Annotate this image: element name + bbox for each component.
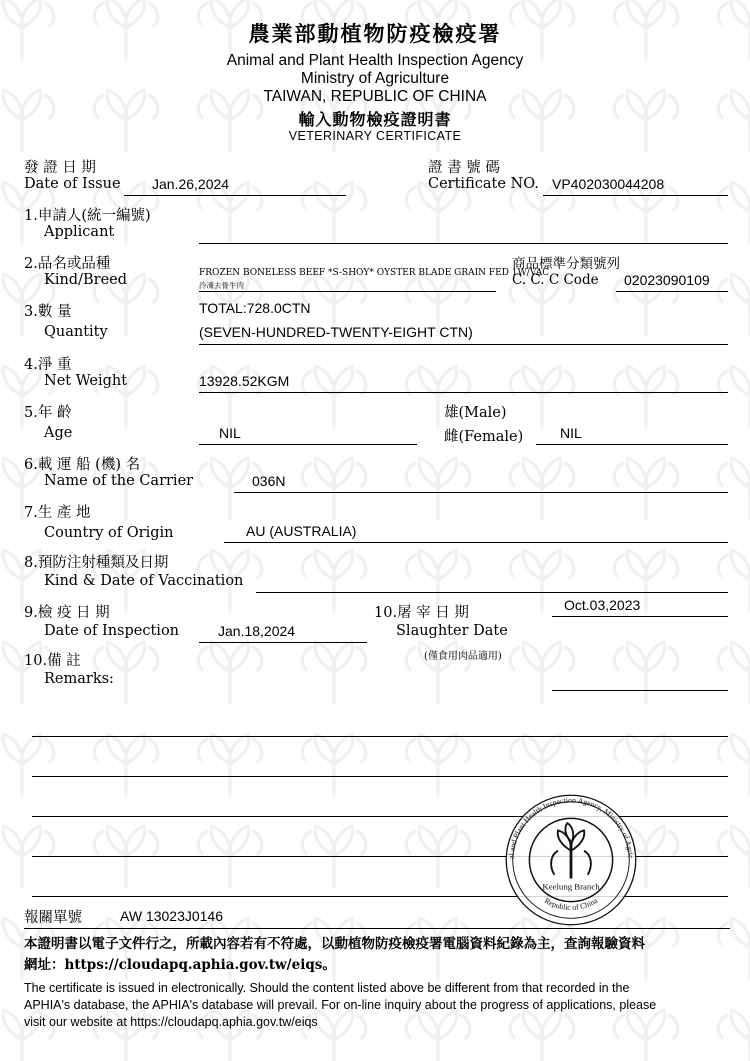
quantity-value-line1: TOTAL:728.0CTN: [199, 300, 311, 317]
age-label-en: Age: [44, 425, 73, 442]
inspection-label-cn-text: 檢 疫 日 期: [37, 605, 110, 622]
age-label-cn-text: 年 齡: [37, 405, 72, 422]
quantity-rule: [199, 344, 728, 345]
issue-date-value: Jan.26,2024: [152, 176, 230, 193]
svg-text:Animal and Plant Health Inspec: al and Plant Health Inspection Agency, Ministry of Agric: [506, 795, 636, 860]
remarks-label-en: Remarks:: [44, 671, 114, 688]
net-weight-number: 4.: [24, 357, 38, 374]
kind-breed-value-cn: 冷凍去骨牛肉: [199, 281, 244, 291]
age-rule: [199, 444, 417, 445]
issue-date-rule: [124, 195, 346, 196]
slaughter-label-en: Slaughter Date: [396, 623, 508, 640]
carrier-label-cn: [24, 453, 140, 474]
origin-value: AU (AUSTRALIA): [246, 523, 357, 540]
official-seal: [497, 786, 645, 934]
blank-rule-2: [32, 776, 728, 777]
applicant-label-cn-text: 申請人(統一編號): [37, 208, 151, 225]
carrier-rule: [234, 492, 728, 493]
slaughter-value: Oct.03,2023: [564, 597, 641, 614]
quantity-label-en: Quantity: [44, 324, 108, 341]
carrier-number: 6.: [24, 457, 38, 474]
kind-breed-value-en: FROZEN BONELESS BEEF *S-SHOY* OYSTER BLADE GRAIN FED 1W/VAC: [199, 268, 550, 279]
footer-en-line3: visit our website at https://cloudapq.aphia.gov.tw/eiqs: [24, 1014, 318, 1029]
origin-label-cn: [24, 501, 91, 522]
inspection-number: 9.: [24, 605, 38, 622]
certificate-no-label-en: Certificate NO.: [428, 176, 539, 193]
certificate-title-en: VETERINARY CERTIFICATE: [288, 129, 462, 144]
agency-name-cn: 農業部動植物防疫檢疫署: [248, 21, 502, 46]
vaccination-label-en: Kind & Date of Vaccination: [44, 573, 244, 590]
ccc-code-label-en: C. C. C Code: [512, 272, 599, 289]
age-female-value: NIL: [560, 425, 582, 442]
vaccination-number: 8.: [24, 555, 38, 572]
slaughter-label-cn: [374, 601, 469, 622]
age-female-rule: [536, 444, 728, 445]
certificate-no-rule: [543, 195, 728, 196]
quantity-value-line2: (SEVEN-HUNDRED-TWENTY-EIGHT CTN): [199, 324, 473, 341]
carrier-value: 036N: [252, 473, 286, 490]
ccc-code-rule: [616, 291, 728, 292]
origin-rule: [224, 542, 728, 543]
certificate-header: [0, 0, 750, 144]
vaccination-rule: [256, 592, 728, 593]
ministry-name-en: Ministry of Agriculture: [300, 70, 450, 88]
kind-breed-label-cn: [24, 252, 110, 273]
inspection-rule: [199, 642, 367, 643]
remarks-label-cn-text: 備 註: [47, 653, 81, 670]
agency-name-en: Animal and Plant Health Inspection Agency: [226, 51, 524, 69]
quantity-label-cn: [24, 300, 71, 321]
age-label-cn: [24, 401, 71, 422]
blank-rule-1: [32, 736, 728, 737]
age-number: 5.: [24, 405, 38, 422]
footer-cn-line1: 本證明書以電子文件行之，所載內容若有不符處，以動植物防疫檢疫署電腦資料紀錄為主，查詢報驗資料: [24, 936, 645, 952]
net-weight-label-cn-text: 淨 重: [37, 357, 72, 374]
certificate-title-cn: 輸入動物檢疫證明書: [298, 109, 452, 129]
ccc-code-label-cn: 商品標準分類號列: [512, 256, 620, 273]
carrier-label-cn-text: 載 運 船 (機) 名: [37, 457, 141, 474]
age-value: NIL: [219, 425, 241, 442]
remarks-label-cn: [24, 649, 81, 670]
certificate-no-label-cn: 證 書 號 碼: [428, 160, 500, 177]
applicant-label-cn: [24, 204, 151, 225]
declaration-no-label: 報關單號: [24, 910, 82, 926]
net-weight-value: 13928.52KGM: [199, 373, 290, 390]
issue-date-label-cn: 發 證 日 期: [24, 160, 96, 177]
applicant-rule: [199, 243, 728, 244]
applicant-number: 1.: [24, 208, 38, 225]
footer-cn-line2: 網址：https://cloudapq.aphia.gov.tw/eiqs。: [24, 956, 336, 973]
remarks-number: 10.: [24, 653, 48, 670]
remarks-rule-0: [552, 690, 728, 691]
kind-breed-rule: [199, 291, 496, 292]
inspection-label-cn: [24, 601, 110, 622]
slaughter-label-cn-text: 屠 宰 日 期: [397, 605, 469, 622]
net-weight-label-en: Net Weight: [44, 373, 128, 390]
quantity-number: 3.: [24, 304, 38, 321]
vaccination-label-cn: [24, 551, 168, 572]
origin-number: 7.: [24, 505, 38, 522]
seal-branch-label: Keelung Branch: [542, 881, 600, 892]
issue-date-label-en: Date of Issue: [24, 176, 121, 193]
kind-breed-label-cn-text: 品名或品種: [37, 256, 111, 273]
quantity-label-cn-text: 數 量: [37, 304, 72, 321]
slaughter-rule: [552, 616, 728, 617]
origin-label-en: Country of Origin: [44, 525, 174, 542]
carrier-label-en: Name of the Carrier: [44, 473, 194, 490]
applicant-label-en: Applicant: [44, 224, 115, 241]
vaccination-label-cn-text: 預防注射種類及日期: [37, 555, 169, 572]
slaughter-number: 10.: [374, 605, 398, 622]
certificate-no-value: VP402030044208: [552, 176, 665, 193]
inspection-value: Jan.18,2024: [218, 623, 296, 640]
kind-breed-label-en: Kind/Breed: [44, 272, 128, 289]
country-name-en: TAIWAN, REPUBLIC OF CHINA: [263, 88, 487, 106]
footer-en-line2: APHIA's database, the APHIA's database will prevail. For on-line inquiry about the progress of applications, please: [24, 997, 657, 1012]
kind-breed-number: 2.: [24, 256, 38, 273]
origin-label-cn-text: 生 產 地: [37, 505, 91, 522]
declaration-no-value: AW 13023J0146: [120, 908, 223, 924]
net-weight-rule: [199, 392, 728, 393]
inspection-label-en: Date of Inspection: [44, 623, 180, 640]
ccc-code-value: 02023090109: [624, 272, 710, 289]
footer-en-line1: The certificate is issued in electronically. Should the content listed above be different from that recorded in the: [24, 980, 630, 995]
slaughter-note-cn: (僅食用肉品適用): [424, 651, 502, 663]
age-male-label: 雄(Male): [444, 405, 507, 422]
age-female-label: 雌(Female): [444, 429, 524, 446]
footer-notice: [24, 934, 730, 1030]
net-weight-label-cn: [24, 353, 71, 374]
svg-text:Republic of China: Republic of China: [542, 895, 600, 912]
